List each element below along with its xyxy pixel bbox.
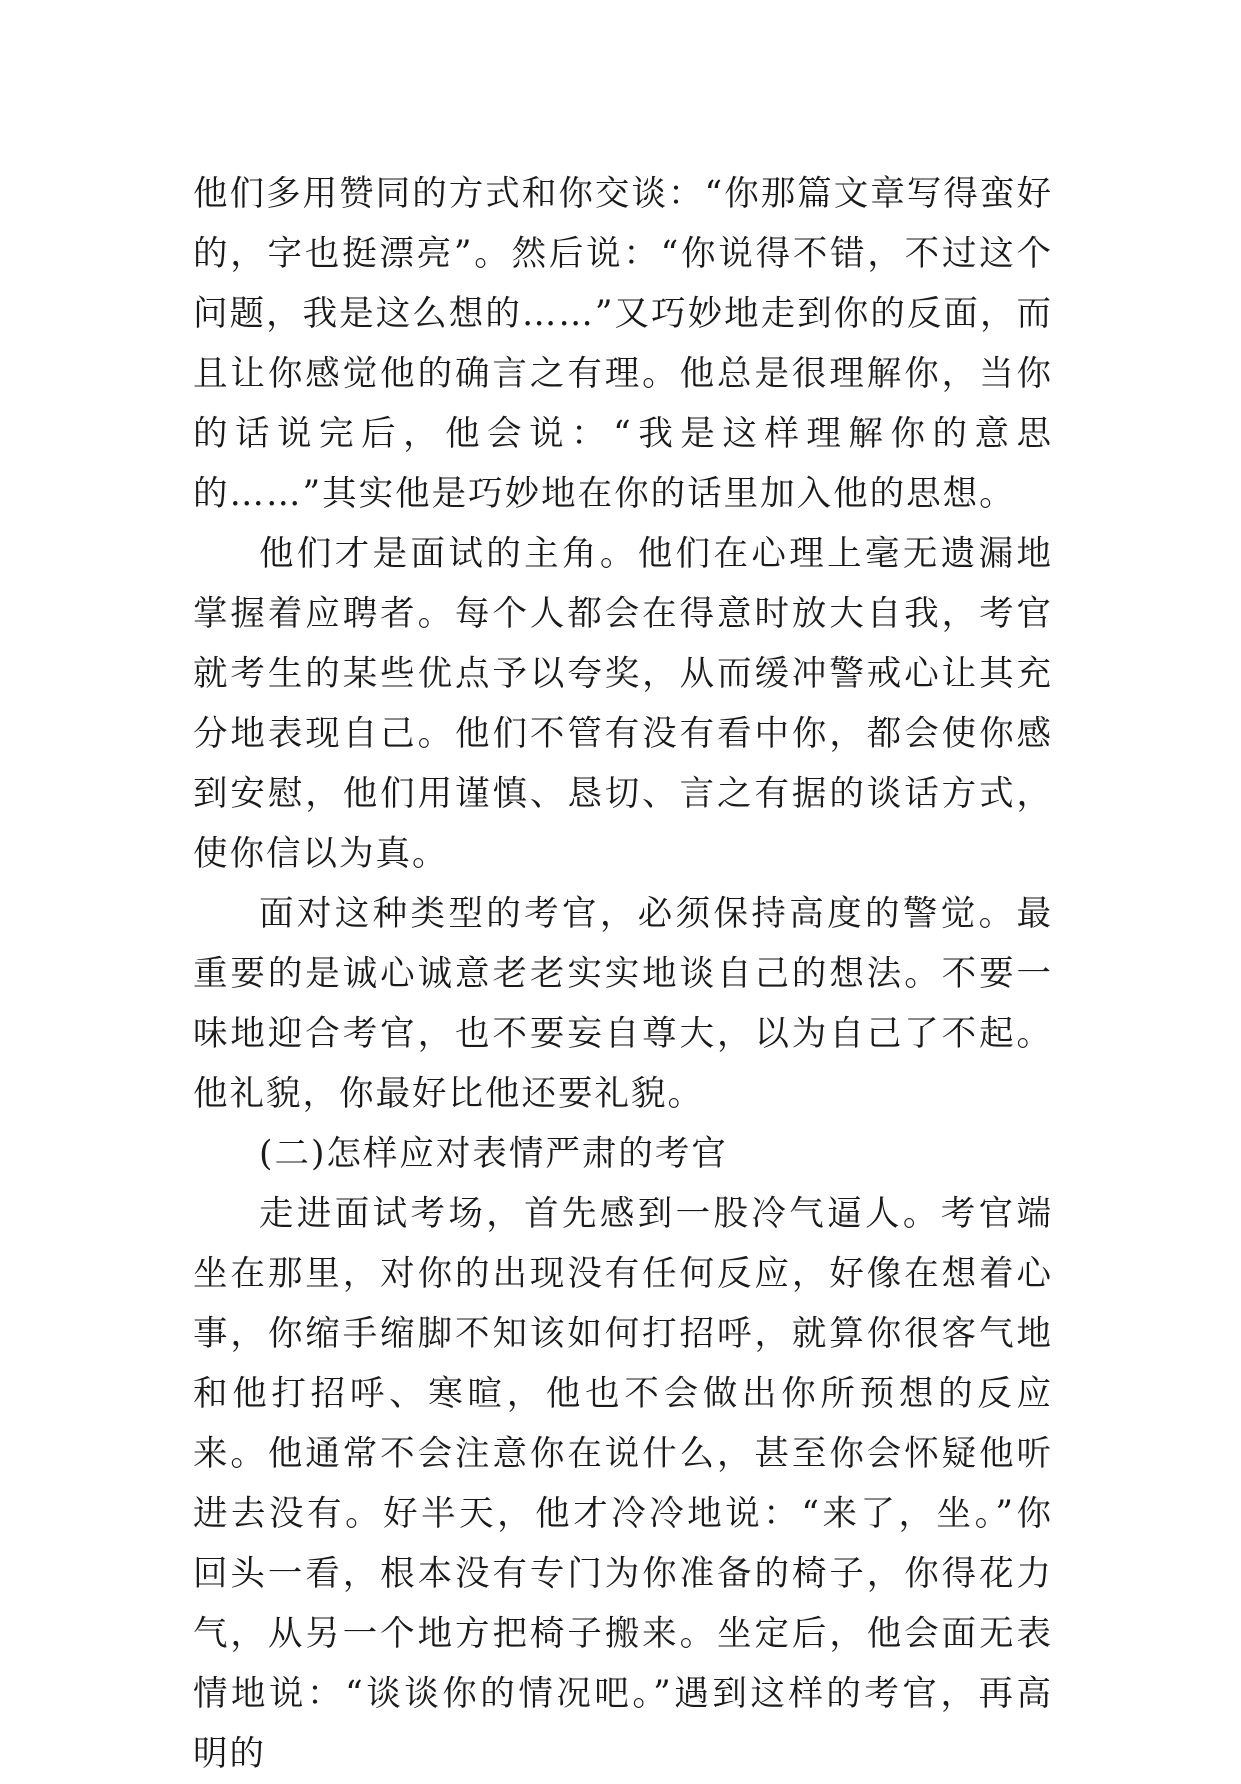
paragraph-4: 走进面试考场，首先感到一股冷气逼人。考官端坐在那里，对你的出现没有任何反应，好像在想着心事，你缩手缩脚不知该如何打招呼，就算你很客气地和他打招呼、寒暄，他也不会做出你所预想的反应来。他通常不会注意你在说什么，甚至你会怀疑他听进去没有。好半天，他才冷冷地说：“来了，坐。”你回头一看，根本没有专门为你准备的椅子，你得花力气，从另一个地方把椅子搬来。坐定后，他会面无表情地说：“谈谈你的情况吧。”遇到这样的考官，再高明的 [193,1194,1053,1774]
body-text [193,164,1053,1784]
paragraph-2: 他们才是面试的主角。他们在心理上毫无遗漏地掌握着应聘者。每个人都会在得意时放大自我，考官就考生的某些优点予以夸奖，从而缓冲警戒心让其充分地表现自己。他们不管有没有看中你，都会使你感到安慰，他们用谨慎、恳切、言之有据的谈话方式，使你信以为真。 [193,534,1053,874]
paragraph-3: 面对这种类型的考官，必须保持高度的警觉。最重要的是诚心诚意老老实实地谈自己的想法。不要一味地迎合考官，也不要妄自尊大，以为自己了不起。他礼貌，你最好比他还要礼貌。 [193,894,1053,1114]
section-heading: (二)怎样应对表情严肃的考官 [259,1134,728,1174]
paragraph-1: 他们多用赞同的方式和你交谈：“你那篇文章写得蛮好的，字也挺漂亮”。然后说：“你说得不错，不过这个问题，我是这么想的……”又巧妙地走到你的反面，而且让你感觉他的确言之有理。他总是很理解你，当你的话说完后，他会说：“我是这样理解你的意思的……”其实他是巧妙地在你的话里加入他的思想。 [193,174,1053,514]
